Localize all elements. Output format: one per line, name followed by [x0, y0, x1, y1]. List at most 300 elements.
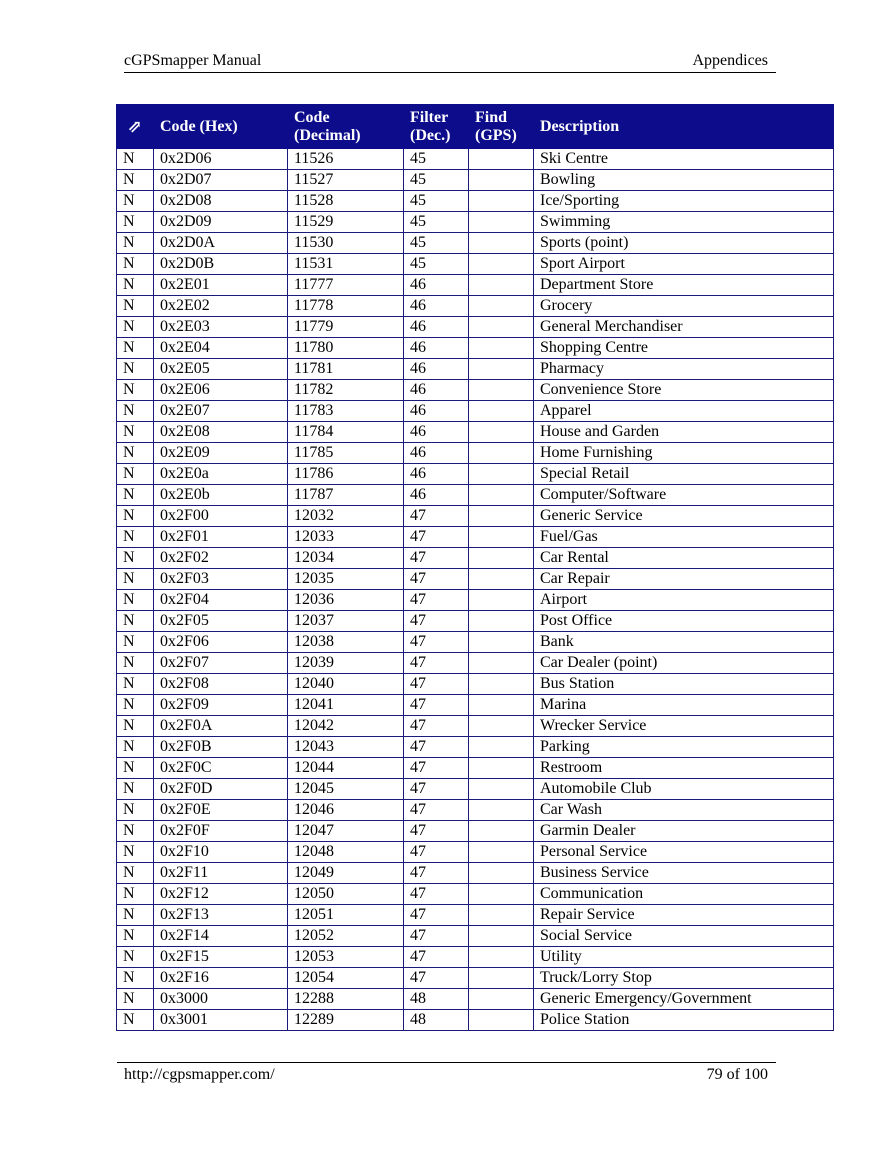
cell-filter: 46 [404, 359, 469, 380]
cell-type: N [117, 170, 154, 191]
table-row [117, 401, 834, 422]
cell-decimal: 12033 [288, 527, 404, 548]
cell-decimal: 11779 [288, 317, 404, 338]
cell-find [469, 821, 534, 842]
table-row [117, 275, 834, 296]
cell-find [469, 317, 534, 338]
table-row [117, 905, 834, 926]
table-row [117, 464, 834, 485]
cell-decimal: 12045 [288, 779, 404, 800]
cell-decimal: 12032 [288, 506, 404, 527]
cell-type: N [117, 254, 154, 275]
cell-description: Airport [534, 590, 834, 611]
cell-filter: 46 [404, 317, 469, 338]
cell-type: N [117, 506, 154, 527]
cell-hex: 0x2E0b [154, 485, 288, 506]
cell-decimal: 11785 [288, 443, 404, 464]
cell-decimal: 12289 [288, 1010, 404, 1031]
cell-filter: 47 [404, 737, 469, 758]
cell-type: N [117, 317, 154, 338]
cell-find [469, 779, 534, 800]
cell-filter: 46 [404, 338, 469, 359]
cell-filter: 47 [404, 506, 469, 527]
cell-find [469, 590, 534, 611]
cell-hex: 0x2F0B [154, 737, 288, 758]
cell-type: N [117, 884, 154, 905]
cell-find [469, 527, 534, 548]
cell-description: Sport Airport [534, 254, 834, 275]
cell-decimal: 12042 [288, 716, 404, 737]
cell-type: N [117, 527, 154, 548]
cell-description: Parking [534, 737, 834, 758]
cell-type: N [117, 443, 154, 464]
cell-find [469, 758, 534, 779]
cell-filter: 46 [404, 275, 469, 296]
cell-type: N [117, 695, 154, 716]
cell-decimal: 12052 [288, 926, 404, 947]
cell-type: N [117, 212, 154, 233]
table-row [117, 548, 834, 569]
cell-decimal: 12041 [288, 695, 404, 716]
table-row [117, 842, 834, 863]
cell-find [469, 359, 534, 380]
table-row [117, 1010, 834, 1031]
cell-filter: 47 [404, 674, 469, 695]
table-row [117, 758, 834, 779]
cell-find [469, 338, 534, 359]
cell-find [469, 716, 534, 737]
cell-type: N [117, 905, 154, 926]
cell-filter: 48 [404, 989, 469, 1010]
table-row [117, 716, 834, 737]
table-row [117, 317, 834, 338]
cell-filter: 45 [404, 170, 469, 191]
cell-find [469, 695, 534, 716]
cell-find [469, 485, 534, 506]
cell-hex: 0x2F15 [154, 947, 288, 968]
table-row [117, 338, 834, 359]
cell-decimal: 12288 [288, 989, 404, 1010]
cell-type: N [117, 674, 154, 695]
table-row [117, 191, 834, 212]
table-row [117, 527, 834, 548]
cell-find [469, 149, 534, 170]
table-row [117, 296, 834, 317]
cell-description: Ski Centre [534, 149, 834, 170]
cell-find [469, 212, 534, 233]
page-number: 79 of 100 [706, 1066, 768, 1083]
cell-filter: 47 [404, 548, 469, 569]
cell-hex: 0x2D08 [154, 191, 288, 212]
cell-hex: 0x2D0B [154, 254, 288, 275]
cell-find [469, 968, 534, 989]
poi-code-table [116, 104, 834, 1031]
cell-decimal: 11778 [288, 296, 404, 317]
cell-description: Fuel/Gas [534, 527, 834, 548]
cell-type: N [117, 653, 154, 674]
cell-description: Pharmacy [534, 359, 834, 380]
header-section: Appendices [692, 52, 768, 69]
cell-description: Generic Service [534, 506, 834, 527]
cell-filter: 46 [404, 443, 469, 464]
column-header-hex: Code (Hex) [154, 105, 288, 149]
cell-decimal: 11531 [288, 254, 404, 275]
cell-filter: 46 [404, 485, 469, 506]
cell-type: N [117, 779, 154, 800]
table-row [117, 254, 834, 275]
cell-filter: 47 [404, 779, 469, 800]
cell-hex: 0x2F13 [154, 905, 288, 926]
cell-hex: 0x2F08 [154, 674, 288, 695]
cell-decimal: 12053 [288, 947, 404, 968]
cell-find [469, 191, 534, 212]
cell-description: Department Store [534, 275, 834, 296]
cell-description: Car Rental [534, 548, 834, 569]
cell-description: Repair Service [534, 905, 834, 926]
cell-filter: 47 [404, 905, 469, 926]
cell-filter: 45 [404, 191, 469, 212]
cell-find [469, 275, 534, 296]
footer-url: http://cgpsmapper.com/ [124, 1066, 275, 1083]
cell-decimal: 12050 [288, 884, 404, 905]
cell-hex: 0x2D09 [154, 212, 288, 233]
cell-decimal: 12047 [288, 821, 404, 842]
cell-filter: 46 [404, 422, 469, 443]
cell-decimal: 11529 [288, 212, 404, 233]
table-row [117, 506, 834, 527]
cell-find [469, 863, 534, 884]
cell-decimal: 12036 [288, 590, 404, 611]
cell-type: N [117, 758, 154, 779]
cell-type: N [117, 380, 154, 401]
cell-filter: 45 [404, 254, 469, 275]
cell-description: Car Wash [534, 800, 834, 821]
cell-filter: 47 [404, 947, 469, 968]
cell-hex: 0x2E01 [154, 275, 288, 296]
cell-find [469, 422, 534, 443]
table-row [117, 233, 834, 254]
cell-decimal: 11527 [288, 170, 404, 191]
cell-hex: 0x2F09 [154, 695, 288, 716]
table-row [117, 422, 834, 443]
cell-description: Post Office [534, 611, 834, 632]
cell-find [469, 800, 534, 821]
table-row [117, 380, 834, 401]
cell-hex: 0x2E08 [154, 422, 288, 443]
cell-filter: 47 [404, 926, 469, 947]
cell-description: Communication [534, 884, 834, 905]
table-row [117, 863, 834, 884]
table-row [117, 653, 834, 674]
cell-decimal: 12049 [288, 863, 404, 884]
cell-decimal: 12039 [288, 653, 404, 674]
cell-filter: 47 [404, 569, 469, 590]
cell-hex: 0x2E04 [154, 338, 288, 359]
cell-description: Grocery [534, 296, 834, 317]
cell-hex: 0x2F0A [154, 716, 288, 737]
page-header [124, 52, 776, 73]
cell-decimal: 12054 [288, 968, 404, 989]
cell-hex: 0x2F12 [154, 884, 288, 905]
column-header-description: Description [534, 105, 834, 149]
cell-hex: 0x2F03 [154, 569, 288, 590]
cell-description: Marina [534, 695, 834, 716]
cell-type: N [117, 989, 154, 1010]
cell-type: N [117, 590, 154, 611]
cell-description: House and Garden [534, 422, 834, 443]
cell-description: Bowling [534, 170, 834, 191]
cell-type: N [117, 422, 154, 443]
cell-find [469, 506, 534, 527]
cell-description: Convenience Store [534, 380, 834, 401]
cell-description: Car Dealer (point) [534, 653, 834, 674]
table-row [117, 170, 834, 191]
cell-decimal: 11528 [288, 191, 404, 212]
cell-filter: 47 [404, 800, 469, 821]
cell-hex: 0x2F05 [154, 611, 288, 632]
cell-description: Truck/Lorry Stop [534, 968, 834, 989]
cell-description: General Merchandiser [534, 317, 834, 338]
table-row [117, 632, 834, 653]
cell-filter: 46 [404, 380, 469, 401]
cell-filter: 47 [404, 632, 469, 653]
cell-decimal: 11781 [288, 359, 404, 380]
cell-decimal: 12043 [288, 737, 404, 758]
cell-type: N [117, 800, 154, 821]
cell-find [469, 464, 534, 485]
cell-hex: 0x2F10 [154, 842, 288, 863]
cell-decimal: 12035 [288, 569, 404, 590]
cell-type: N [117, 863, 154, 884]
table-row [117, 695, 834, 716]
cell-decimal: 11526 [288, 149, 404, 170]
table-row [117, 443, 834, 464]
table-row [117, 926, 834, 947]
cell-find [469, 884, 534, 905]
cell-type: N [117, 821, 154, 842]
table-row [117, 149, 834, 170]
header-title: cGPSmapper Manual [124, 52, 262, 69]
cell-type: N [117, 842, 154, 863]
cell-type: N [117, 737, 154, 758]
cell-find [469, 905, 534, 926]
cell-decimal: 12051 [288, 905, 404, 926]
cell-filter: 47 [404, 863, 469, 884]
cell-find [469, 254, 534, 275]
cell-hex: 0x2F14 [154, 926, 288, 947]
cell-type: N [117, 968, 154, 989]
table-row [117, 611, 834, 632]
table-row [117, 674, 834, 695]
cell-type: N [117, 401, 154, 422]
cell-type: N [117, 233, 154, 254]
cell-filter: 47 [404, 716, 469, 737]
cell-filter: 46 [404, 464, 469, 485]
cell-filter: 47 [404, 653, 469, 674]
cell-type: N [117, 485, 154, 506]
table-row [117, 989, 834, 1010]
cell-decimal: 11786 [288, 464, 404, 485]
cell-decimal: 12037 [288, 611, 404, 632]
cell-hex: 0x2F06 [154, 632, 288, 653]
page-footer [117, 1062, 776, 1085]
cell-hex: 0x2E02 [154, 296, 288, 317]
cell-decimal: 11530 [288, 233, 404, 254]
cell-filter: 47 [404, 821, 469, 842]
cell-hex: 0x2F11 [154, 863, 288, 884]
cell-find [469, 926, 534, 947]
cell-description: Utility [534, 947, 834, 968]
table-row [117, 821, 834, 842]
cell-find [469, 737, 534, 758]
arrow-icon: ⇗ [117, 105, 154, 149]
cell-find [469, 674, 534, 695]
table-header-row [117, 105, 834, 149]
cell-hex: 0x2E05 [154, 359, 288, 380]
cell-description: Sports (point) [534, 233, 834, 254]
cell-type: N [117, 359, 154, 380]
cell-find [469, 296, 534, 317]
cell-find [469, 380, 534, 401]
cell-hex: 0x2F16 [154, 968, 288, 989]
cell-find [469, 653, 534, 674]
cell-hex: 0x2F0F [154, 821, 288, 842]
cell-filter: 48 [404, 1010, 469, 1031]
cell-filter: 46 [404, 296, 469, 317]
cell-filter: 47 [404, 611, 469, 632]
cell-filter: 47 [404, 842, 469, 863]
cell-hex: 0x2E0a [154, 464, 288, 485]
cell-description: Generic Emergency/Government [534, 989, 834, 1010]
cell-description: Wrecker Service [534, 716, 834, 737]
table-row [117, 800, 834, 821]
table-row [117, 212, 834, 233]
cell-decimal: 11780 [288, 338, 404, 359]
cell-hex: 0x2F0E [154, 800, 288, 821]
table-row [117, 737, 834, 758]
cell-hex: 0x2E07 [154, 401, 288, 422]
table-row [117, 590, 834, 611]
cell-decimal: 12038 [288, 632, 404, 653]
cell-hex: 0x2F0D [154, 779, 288, 800]
cell-type: N [117, 275, 154, 296]
cell-description: Shopping Centre [534, 338, 834, 359]
cell-hex: 0x2E09 [154, 443, 288, 464]
cell-find [469, 170, 534, 191]
cell-description: Personal Service [534, 842, 834, 863]
cell-hex: 0x2F0C [154, 758, 288, 779]
cell-decimal: 12044 [288, 758, 404, 779]
cell-hex: 0x2F02 [154, 548, 288, 569]
cell-decimal: 12040 [288, 674, 404, 695]
cell-hex: 0x2F07 [154, 653, 288, 674]
cell-type: N [117, 338, 154, 359]
cell-find [469, 569, 534, 590]
cell-find [469, 611, 534, 632]
cell-find [469, 947, 534, 968]
cell-filter: 47 [404, 968, 469, 989]
cell-find [469, 548, 534, 569]
cell-filter: 47 [404, 590, 469, 611]
cell-type: N [117, 464, 154, 485]
cell-hex: 0x2D07 [154, 170, 288, 191]
table-row [117, 359, 834, 380]
cell-hex: 0x2D06 [154, 149, 288, 170]
cell-description: Automobile Club [534, 779, 834, 800]
cell-description: Computer/Software [534, 485, 834, 506]
cell-description: Garmin Dealer [534, 821, 834, 842]
cell-hex: 0x3000 [154, 989, 288, 1010]
cell-hex: 0x3001 [154, 1010, 288, 1031]
cell-find [469, 1010, 534, 1031]
cell-filter: 45 [404, 212, 469, 233]
cell-hex: 0x2F04 [154, 590, 288, 611]
cell-hex: 0x2F01 [154, 527, 288, 548]
cell-type: N [117, 548, 154, 569]
column-header-find: Find (GPS) [469, 105, 534, 149]
cell-decimal: 11784 [288, 422, 404, 443]
cell-type: N [117, 947, 154, 968]
cell-type: N [117, 296, 154, 317]
cell-description: Car Repair [534, 569, 834, 590]
cell-find [469, 443, 534, 464]
table-row [117, 968, 834, 989]
cell-decimal: 11782 [288, 380, 404, 401]
column-header-decimal: Code (Decimal) [288, 105, 404, 149]
cell-find [469, 842, 534, 863]
cell-decimal: 11783 [288, 401, 404, 422]
cell-find [469, 989, 534, 1010]
cell-description: Special Retail [534, 464, 834, 485]
cell-type: N [117, 926, 154, 947]
cell-find [469, 401, 534, 422]
table-row [117, 485, 834, 506]
cell-find [469, 632, 534, 653]
cell-type: N [117, 569, 154, 590]
cell-filter: 47 [404, 527, 469, 548]
cell-decimal: 12048 [288, 842, 404, 863]
cell-decimal: 12034 [288, 548, 404, 569]
table-row [117, 884, 834, 905]
cell-filter: 46 [404, 401, 469, 422]
cell-type: N [117, 191, 154, 212]
cell-description: Ice/Sporting [534, 191, 834, 212]
cell-description: Swimming [534, 212, 834, 233]
cell-hex: 0x2F00 [154, 506, 288, 527]
cell-description: Business Service [534, 863, 834, 884]
cell-description: Restroom [534, 758, 834, 779]
cell-type: N [117, 716, 154, 737]
cell-description: Bus Station [534, 674, 834, 695]
column-header-filter: Filter (Dec.) [404, 105, 469, 149]
cell-description: Home Furnishing [534, 443, 834, 464]
cell-hex: 0x2E03 [154, 317, 288, 338]
cell-filter: 47 [404, 758, 469, 779]
cell-description: Police Station [534, 1010, 834, 1031]
cell-filter: 45 [404, 149, 469, 170]
cell-type: N [117, 632, 154, 653]
table-row [117, 779, 834, 800]
table-row [117, 569, 834, 590]
cell-decimal: 12046 [288, 800, 404, 821]
cell-type: N [117, 1010, 154, 1031]
cell-description: Social Service [534, 926, 834, 947]
cell-description: Bank [534, 632, 834, 653]
cell-filter: 47 [404, 884, 469, 905]
cell-find [469, 233, 534, 254]
cell-type: N [117, 611, 154, 632]
cell-description: Apparel [534, 401, 834, 422]
